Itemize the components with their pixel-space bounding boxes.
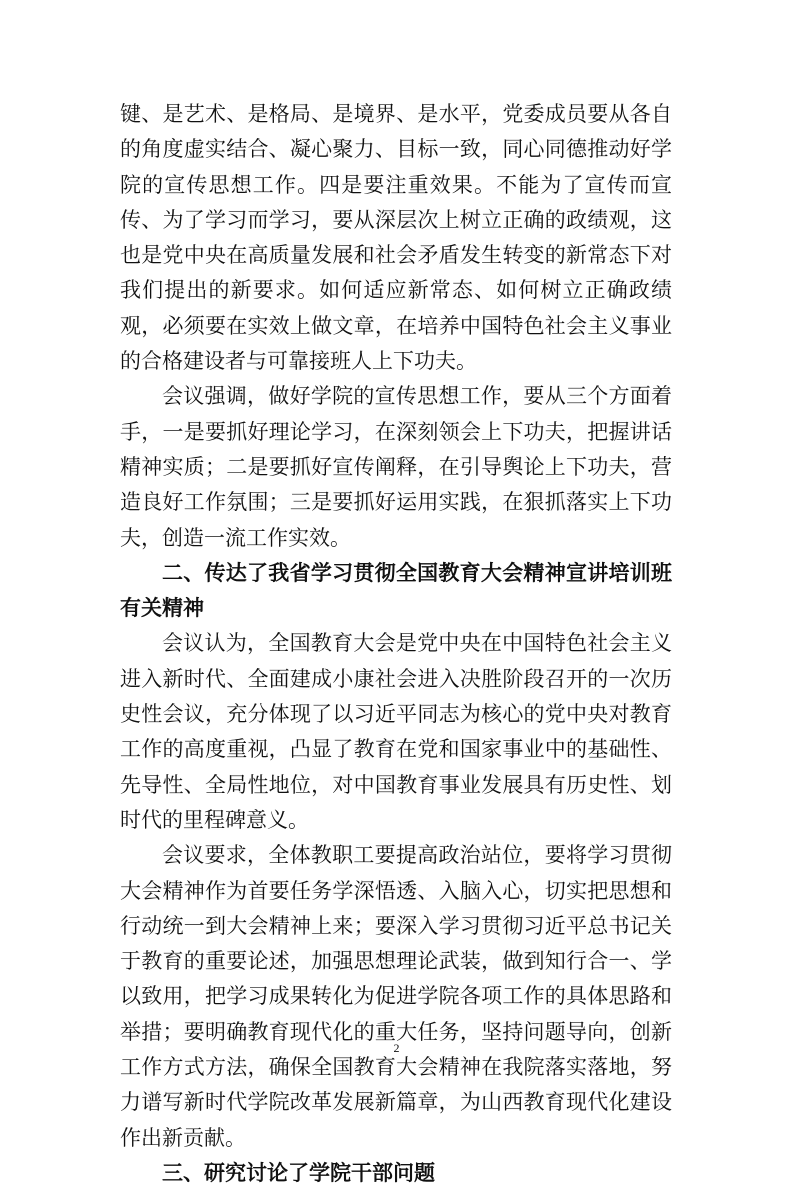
body-paragraph: 会议认为，全国教育大会是党中央在中国特色社会主义进入新时代、全面建成小康社会进入决胜阶段召开的一次历史性会议，充分体现了以习近平同志为核心的党中央对教育工作的高度重视，凸显了教育在党和国家事业中的基础性、先导性、全局性地位，对中国教育事业发展具有历史性、划时代的里程碑意义。 (120, 631, 672, 832)
body-paragraph: 会议要求，全体教职工要提高政治站位，要将学习贯彻大会精神作为首要任务学深悟透、入脑入心，切实把思想和行动统一到大会精神上来；要深入学习贯彻习近平总书记关于教育的重要论述，加强思想理论武装，做到知行合一、学以致用，把学习成果转化为促进学院各项工作的具体思路和举措；要明确教育现代化的重大任务，坚持问题导向，创新工作方式方法，确保全国教育大会精神在我院落实落地，努力谱写新时代学院改革发展新篇章，为山西教育现代化建设作出新贡献。 (120, 843, 672, 1150)
section-heading: 三、研究讨论了学院干部问题 (162, 1160, 435, 1185)
page-number: 2 (393, 1041, 400, 1055)
body-paragraph: 键、是艺术、是格局、是境界、是水平，党委成员要从各自的角度虚实结合、凝心聚力、目标一致，同心同德推动好学院的宣传思想工作。四是要注重效果。不能为了宣传而宣传、为了学习而学习，要从深层次上树立正确的政绩观，这也是党中央在高质量发展和社会矛盾发生转变的新常态下对我们提出的新要求。如何适应新常态、如何树立正确政绩观，必须要在实效上做文章，在培养中国特色社会主义事业的合格建设者与可靠接班人上下功夫。 (120, 102, 672, 374)
page-body (120, 97, 672, 1191)
section-heading: 二、传达了我省学习贯彻全国教育大会精神宣讲培训班有关精神 (120, 560, 672, 621)
body-paragraph: 会议强调，做好学院的宣传思想工作，要从三个方面着手，一是要抓好理论学习，在深刻领会上下功夫，把握讲话精神实质；二是要抓好宣传阐释，在引导舆论上下功夫，营造良好工作氛围；三是要抓好运用实践，在狠抓落实上下功夫，创造一流工作实效。 (120, 384, 672, 550)
